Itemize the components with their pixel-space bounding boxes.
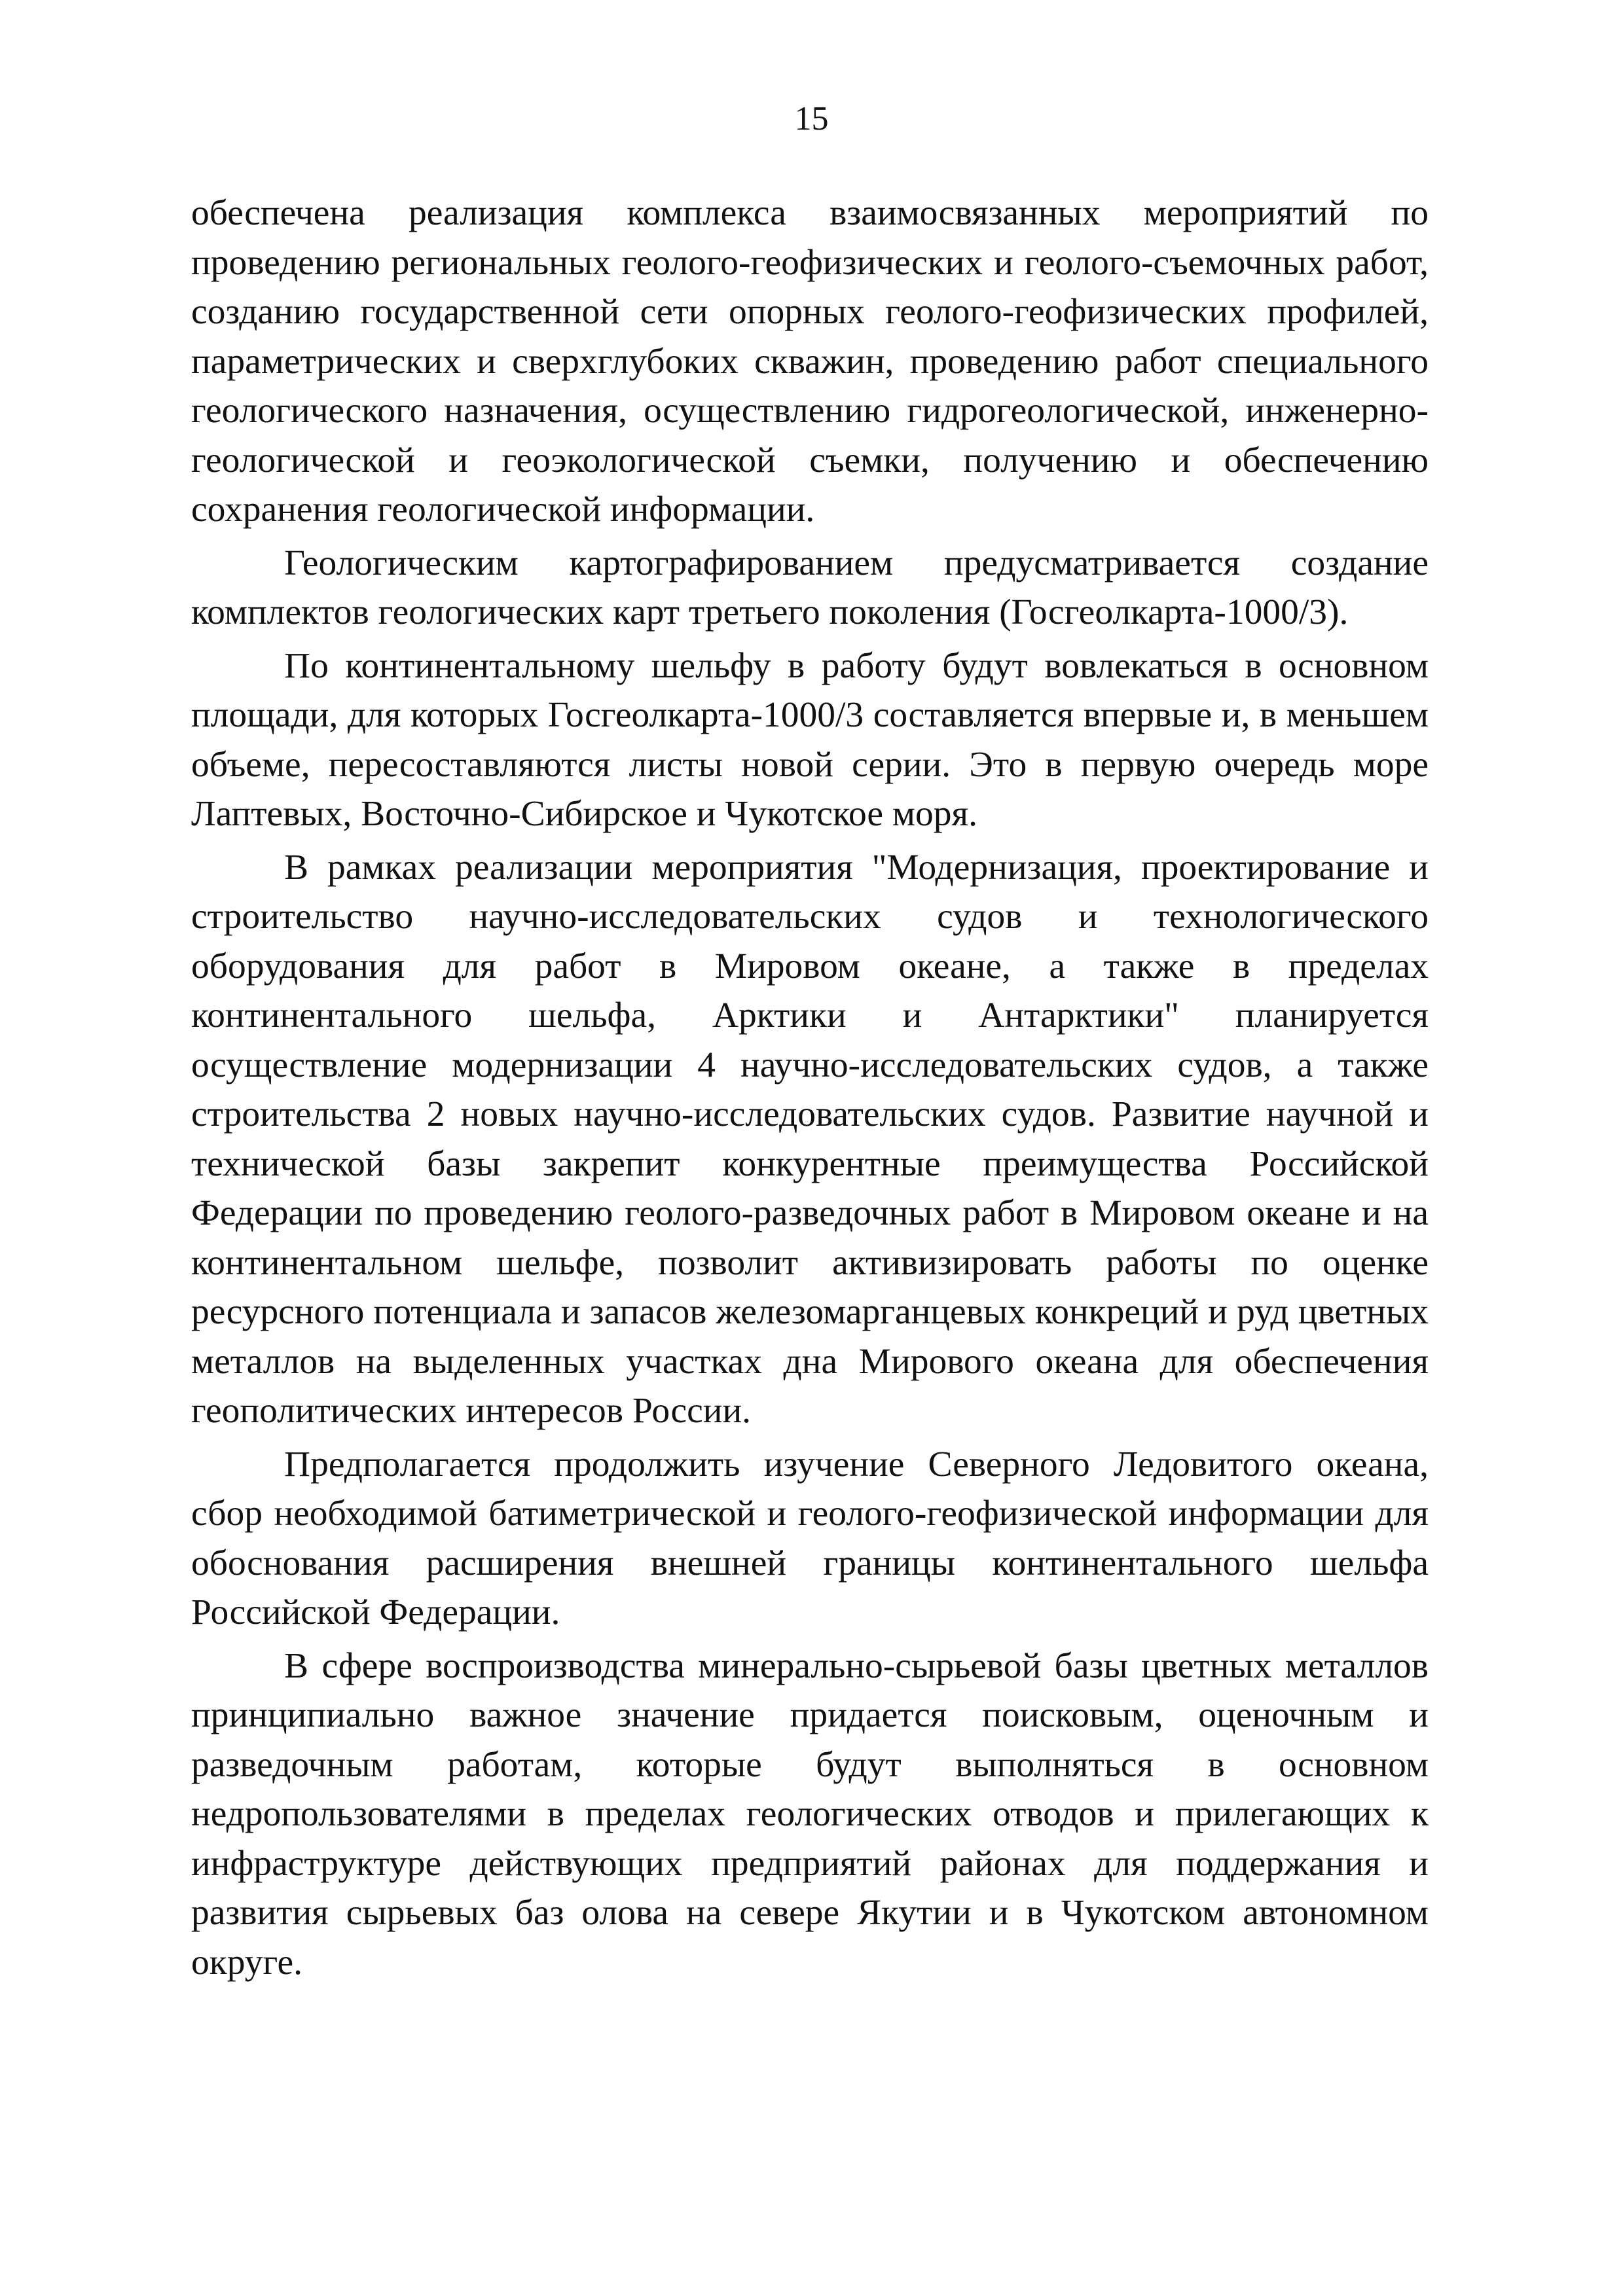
page-number: 15 bbox=[794, 100, 829, 137]
paragraph-arctic-ocean: Предполагается продолжить изучение Северного Ледовитого океана, сбор необходимой батиметрической и геолого-геофизической информации для обоснования расширения внешней границы континентального шельфа Российской Федерации. bbox=[191, 1444, 1429, 1632]
paragraph-geological-mapping: Геологическим картографированием предусматривается создание комплектов геологических карт третьего поколения (Госгеолкарта-1000/3). bbox=[191, 543, 1429, 632]
paragraph-continuation: обеспечена реализация комплекса взаимосвязанных мероприятий по проведению региональных геолого-геофизических и геолого-съемочных работ, созданию государственной сети опорных геолого-геофизических профилей, параметрических и сверхглубоких скважин, проведению работ специального геологического назначения, осуществлению гидрогеологической, инженерно-геологической и геоэкологической съемки, получению и обеспечению сохранения геологической информации. bbox=[191, 193, 1429, 529]
paragraph-continental-shelf: По континентальному шельфу в работу будут вовлекаться в основном площади, для которых Госгеолкарта-1000/3 составляется впервые и, в меньшем объеме, пересоставляются листы новой серии. Это в первую очередь море Лаптевых, Восточно-Сибирское и Чукотское моря. bbox=[191, 645, 1429, 834]
paragraph-research-vessels: В рамках реализации мероприятия "Модернизация, проектирование и строительство научно-исследовательских судов и технологического оборудования для работ в Мировом океане, а также в пределах континентального шельфа, Арктики и Антарктики" планируется осуществление модернизации 4 научно-исследовательских судов, а также строительства 2 новых научно-исследовательских судов. Развитие научной и технической базы закрепит конкурентные преимущества Российской Федерации по проведению геолого-разведочных работ в Мировом океане и на континентальном шельфе, позволит активизировать работы по оценке ресурсного потенциала и запасов железомарганцевых конкреций и руд цветных металлов на выделенных участках дна Мирового океана для обеспечения геополитических интересов России. bbox=[191, 847, 1429, 1431]
paragraph-nonferrous-metals: В сфере воспроизводства минерально-сырьевой базы цветных металлов принципиально важное значение придается поисковым, оценочным и разведочным работам, которые будут выполняться в основном недропользователями в пределах геологических отводов и прилегающих к инфраструктуре действующих предприятий районах для поддержания и развития сырьевых баз олова на севере Якутии и в Чукотском автономном округе. bbox=[191, 1645, 1429, 1982]
document-body bbox=[191, 188, 1429, 1991]
